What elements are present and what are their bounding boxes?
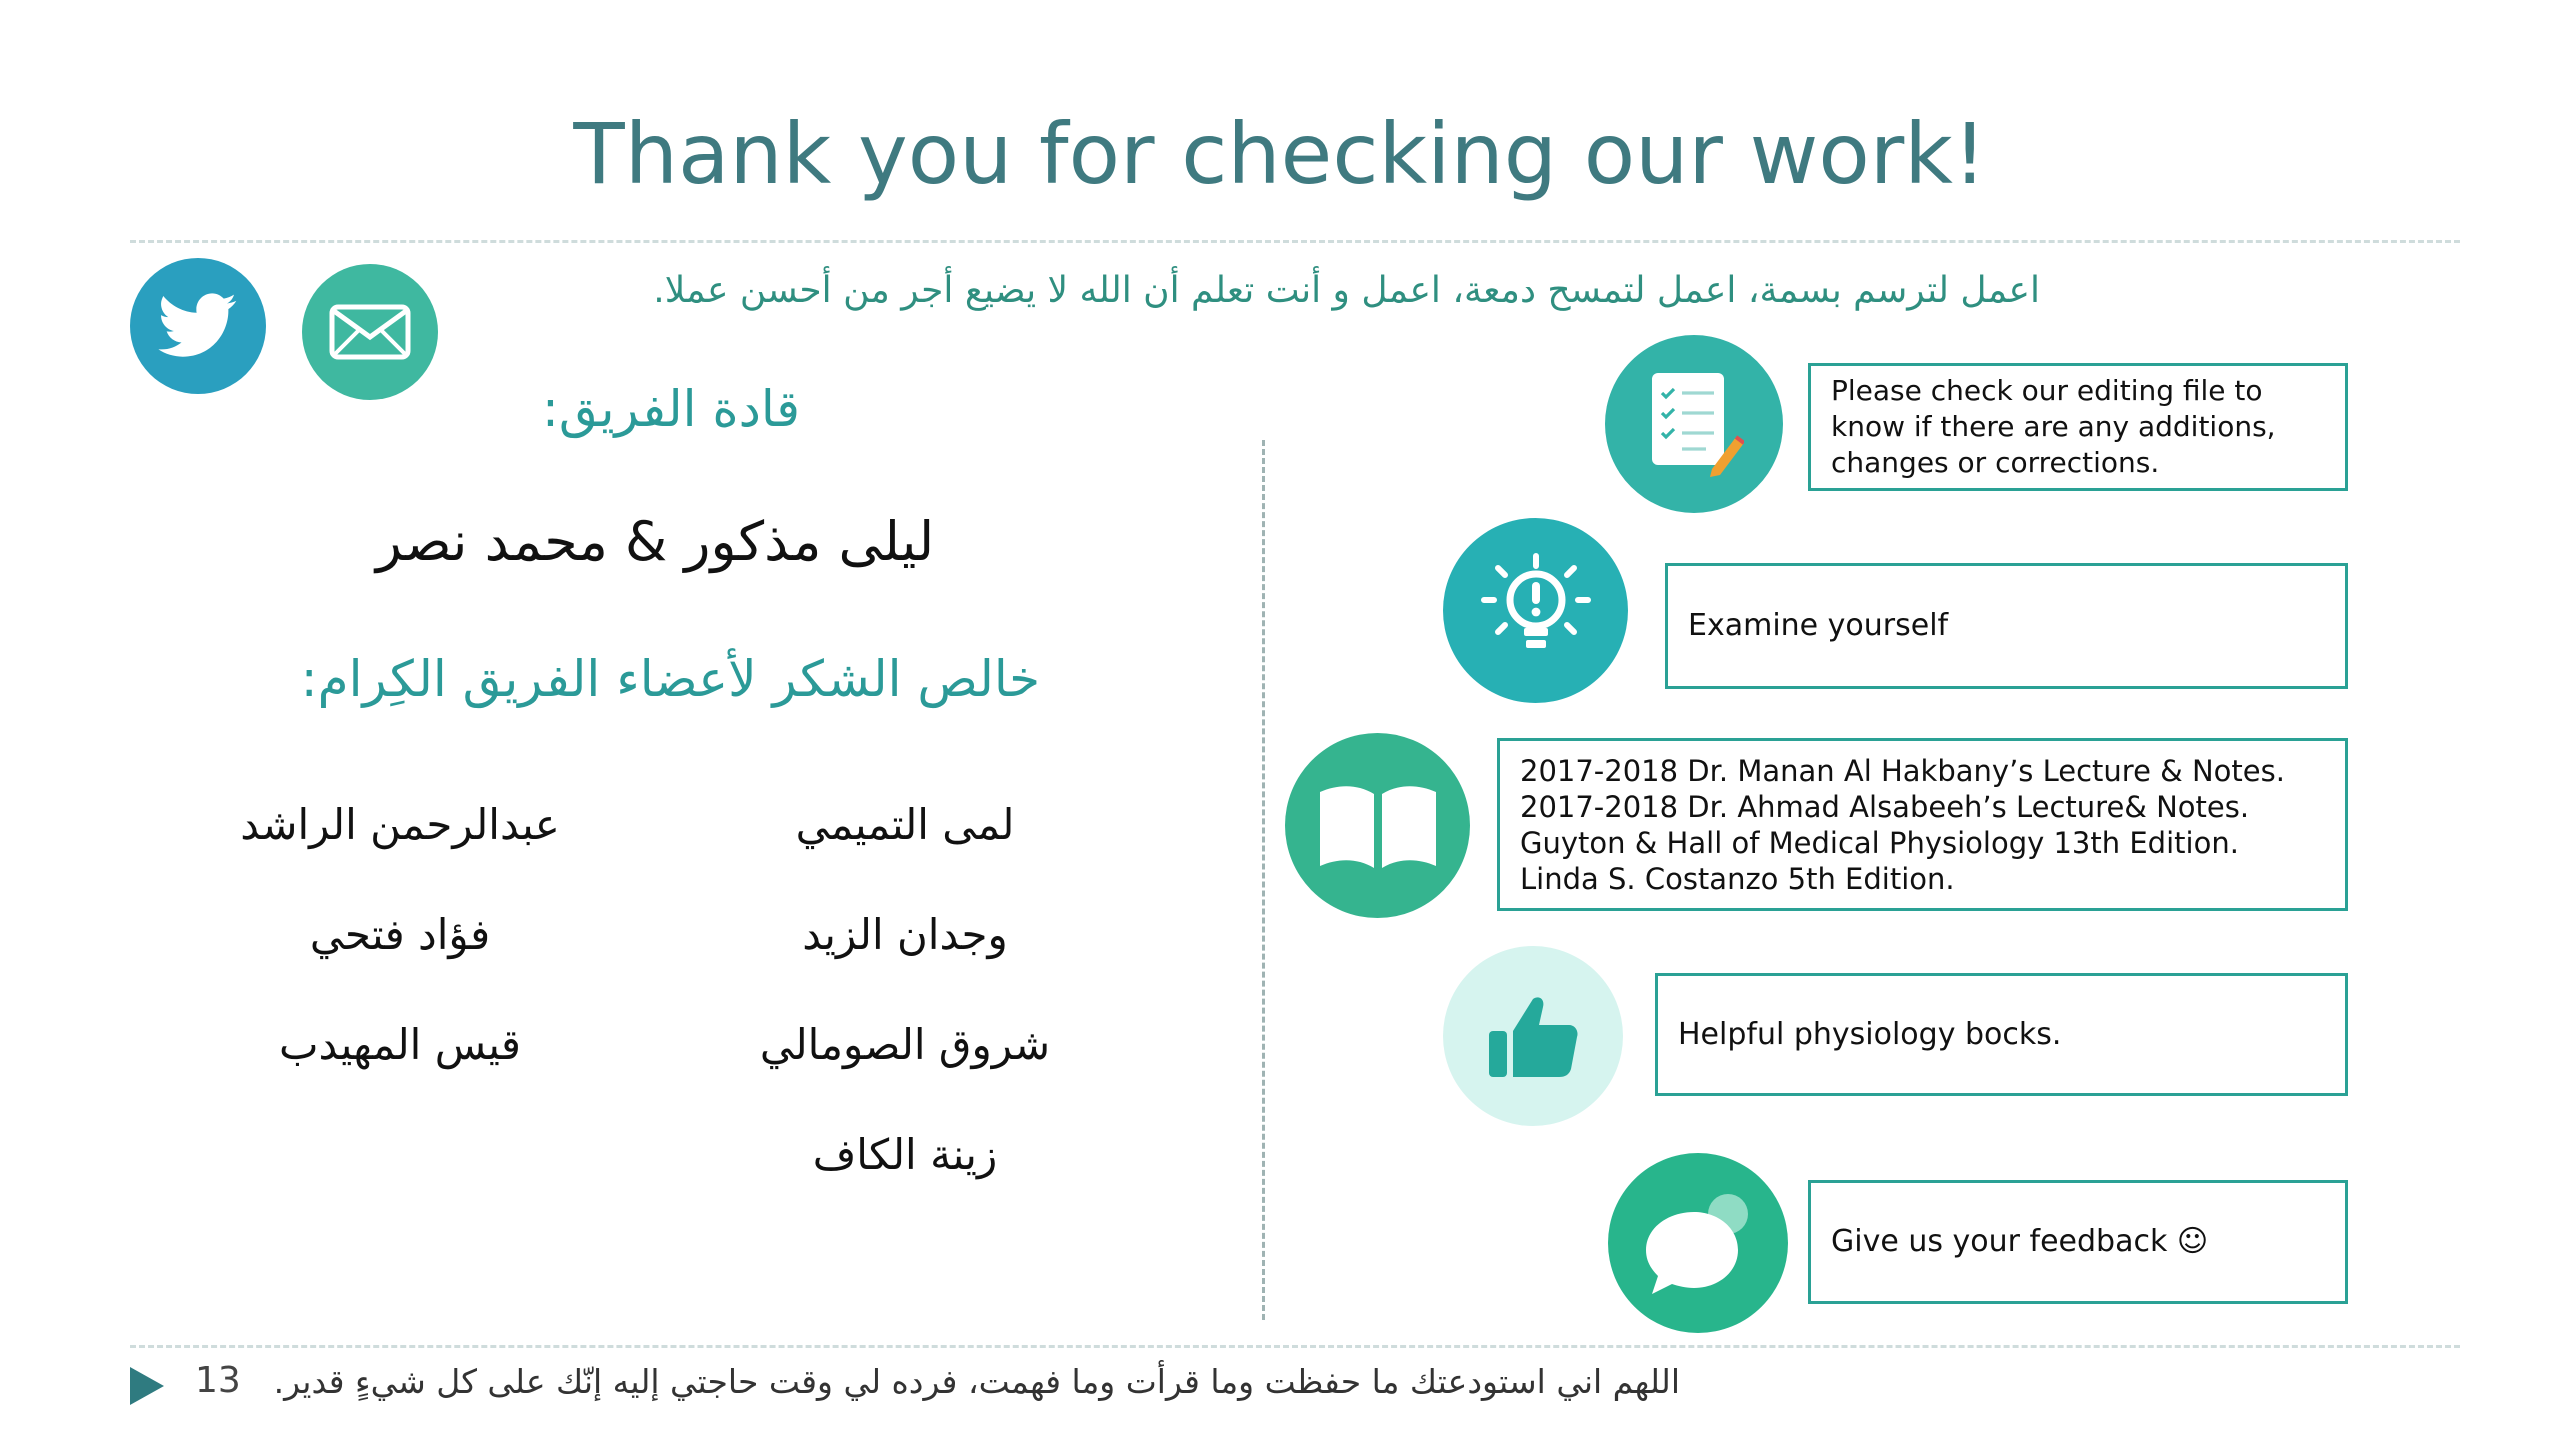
team-member: لمى التميمي [795, 800, 1015, 849]
resource-line: Helpful physiology bocks. [1678, 1016, 2062, 1052]
team-member: قيس المهيدب [278, 1020, 521, 1069]
twitter-link[interactable] [130, 258, 266, 394]
envelope-icon [328, 303, 412, 361]
slide-title: Thank you for checking our work! [573, 105, 1987, 203]
references-box [1497, 738, 2348, 911]
team-member: فؤاد فتحي [309, 910, 491, 959]
thumbs-up-icon [1485, 991, 1581, 1081]
resource-line: 2017-2018 Dr. Manan Al Hakbany’s Lecture & Notes. [1520, 753, 2285, 788]
team-member: وجدان الزيد [802, 910, 1008, 959]
email-link[interactable] [302, 264, 438, 400]
feedback-box[interactable] [1808, 1180, 2348, 1304]
examine-box [1665, 563, 2348, 689]
column-divider [1262, 440, 1265, 1320]
chat-bubble-icon [1638, 1188, 1758, 1298]
team-member: زينة الكاف [812, 1130, 998, 1179]
resource-line: Examine yourself [1688, 608, 1949, 643]
references-badge [1285, 733, 1470, 918]
page-number: 13 [195, 1360, 241, 1401]
top-divider [130, 240, 2460, 243]
resource-line: 2017-2018 Dr. Ahmad Alsabeeh’s Lecture& Notes. [1520, 789, 2250, 824]
twitter-bird-icon [158, 293, 238, 359]
helpful-books-box [1655, 973, 2348, 1096]
resource-line: changes or corrections. [1831, 446, 2160, 479]
resource-line: Guyton & Hall of Medical Physiology 13th Edition. [1520, 825, 2239, 860]
play-icon[interactable] [130, 1367, 164, 1405]
motivational-quote: اعمل لترسم بسمة، اعمل لتمسح دمعة، اعمل و أنت تعلم أن الله لا يضيع أجر من أحسن عملا. [653, 270, 2040, 311]
leaders-names: ليلى مذكور & محمد نصر [375, 510, 935, 573]
leaders-heading: قادة الفريق: [542, 380, 800, 438]
resource-line: Please check our editing file to [1831, 374, 2263, 407]
open-book-icon [1314, 780, 1442, 872]
resource-line: know if there are any additions, [1831, 410, 2276, 443]
thanks-heading: خالص الشكر لأعضاء الفريق الكِرام: [300, 650, 1040, 708]
helpful-books-badge [1443, 946, 1623, 1126]
resource-line: Give us your feedback ☺ [1831, 1224, 2209, 1259]
team-member: عبدالرحمن الراشد [240, 800, 560, 849]
editing-file-badge [1605, 335, 1783, 513]
feedback-badge[interactable] [1608, 1153, 1788, 1333]
lightbulb-icon [1480, 552, 1592, 670]
bottom-divider [130, 1345, 2460, 1348]
editing-file-box [1808, 363, 2348, 491]
team-member: شروق الصومالي [759, 1020, 1051, 1069]
examine-badge [1443, 518, 1628, 703]
checklist-edit-icon [1644, 369, 1744, 479]
footer-dua: اللهم اني استودعتك ما حفظت وما قرأت وما فهمت، فرده لي وقت حاجتي إليه إنّك على كل شيءٍ قدير. [273, 1362, 1680, 1401]
resource-line: Linda S. Costanzo 5th Edition. [1520, 861, 1955, 896]
